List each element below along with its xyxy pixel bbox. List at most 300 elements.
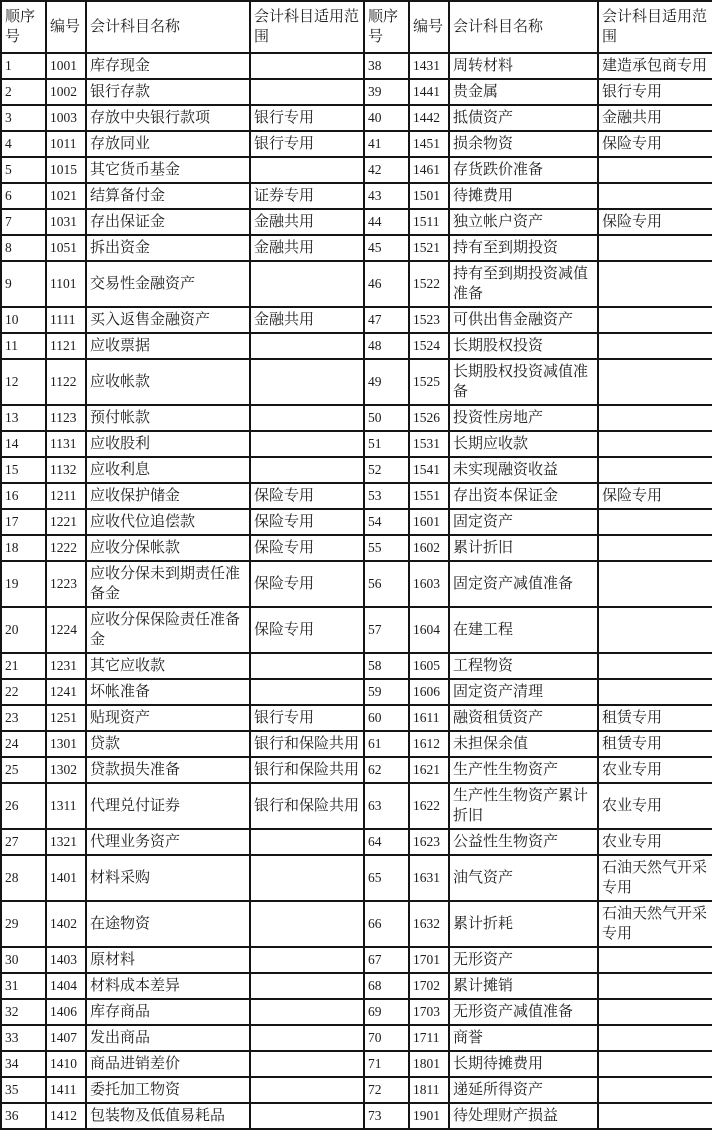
cell-code: 1551	[409, 483, 449, 509]
cell-name: 商誉	[449, 1025, 598, 1051]
cell-code: 1526	[409, 405, 449, 431]
cell-scope	[250, 457, 364, 483]
cell-seq: 45	[364, 235, 409, 261]
cell-scope	[250, 1051, 364, 1077]
table-row	[1, 855, 712, 901]
cell-scope	[250, 653, 364, 679]
cell-scope: 保险专用	[250, 509, 364, 535]
table-row	[1, 607, 712, 653]
cell-code: 1001	[46, 53, 86, 79]
table-row	[1, 157, 712, 183]
cell-scope: 银行专用	[598, 79, 712, 105]
cell-name: 独立帐户资产	[449, 209, 598, 235]
cell-name: 拆出资金	[86, 235, 250, 261]
cell-seq: 70	[364, 1025, 409, 1051]
cell-name: 贷款损失准备	[86, 757, 250, 783]
cell-code: 1603	[409, 561, 449, 607]
cell-scope: 银行专用	[250, 705, 364, 731]
cell-name: 材料成本差异	[86, 973, 250, 999]
cell-scope	[250, 405, 364, 431]
cell-name: 库存现金	[86, 53, 250, 79]
cell-scope: 租赁专用	[598, 705, 712, 731]
cell-seq: 52	[364, 457, 409, 483]
header-seq-right: 顺序号	[364, 1, 409, 53]
cell-scope	[598, 999, 712, 1025]
cell-code: 1403	[46, 947, 86, 973]
cell-scope	[598, 973, 712, 999]
table-body	[1, 53, 712, 1129]
cell-name: 在建工程	[449, 607, 598, 653]
cell-seq: 3	[1, 105, 46, 131]
cell-scope	[598, 457, 712, 483]
cell-name: 应收股利	[86, 431, 250, 457]
table-row	[1, 131, 712, 157]
cell-name: 预付帐款	[86, 405, 250, 431]
table-row	[1, 705, 712, 731]
cell-scope	[598, 561, 712, 607]
header-seq-left: 顺序号	[1, 1, 46, 53]
cell-name: 发出商品	[86, 1025, 250, 1051]
table-row	[1, 307, 712, 333]
cell-scope	[598, 607, 712, 653]
cell-name: 存货跌价准备	[449, 157, 598, 183]
cell-seq: 49	[364, 359, 409, 405]
cell-name: 银行存款	[86, 79, 250, 105]
cell-name: 结算备付金	[86, 183, 250, 209]
cell-seq: 25	[1, 757, 46, 783]
cell-seq: 71	[364, 1051, 409, 1077]
cell-scope: 银行和保险共用	[250, 783, 364, 829]
cell-name: 应收代位追偿款	[86, 509, 250, 535]
cell-scope: 石油天然气开采专用	[598, 855, 712, 901]
cell-code: 1631	[409, 855, 449, 901]
cell-scope	[250, 431, 364, 457]
cell-scope: 银行专用	[250, 131, 364, 157]
cell-name: 应收利息	[86, 457, 250, 483]
table-row	[1, 457, 712, 483]
cell-seq: 42	[364, 157, 409, 183]
cell-scope	[250, 1025, 364, 1051]
cell-scope	[598, 183, 712, 209]
cell-name: 商品进销差价	[86, 1051, 250, 1077]
cell-scope: 保险专用	[598, 209, 712, 235]
cell-code: 1621	[409, 757, 449, 783]
cell-code: 1611	[409, 705, 449, 731]
cell-code: 1442	[409, 105, 449, 131]
cell-code: 1406	[46, 999, 86, 1025]
cell-seq: 1	[1, 53, 46, 79]
cell-name: 长期应收款	[449, 431, 598, 457]
table-row	[1, 679, 712, 705]
cell-code: 1524	[409, 333, 449, 359]
cell-name: 公益性生物资产	[449, 829, 598, 855]
cell-seq: 16	[1, 483, 46, 509]
cell-name: 应收票据	[86, 333, 250, 359]
cell-name: 生产性生物资产	[449, 757, 598, 783]
cell-seq: 2	[1, 79, 46, 105]
cell-seq: 36	[1, 1103, 46, 1129]
cell-seq: 32	[1, 999, 46, 1025]
table-row	[1, 1077, 712, 1103]
table-row	[1, 535, 712, 561]
cell-code: 1223	[46, 561, 86, 607]
table-row	[1, 999, 712, 1025]
cell-code: 1412	[46, 1103, 86, 1129]
cell-scope	[250, 261, 364, 307]
cell-scope	[598, 1103, 712, 1129]
cell-code: 1525	[409, 359, 449, 405]
table-row	[1, 235, 712, 261]
cell-seq: 66	[364, 901, 409, 947]
cell-name: 累计折旧	[449, 535, 598, 561]
cell-seq: 60	[364, 705, 409, 731]
cell-seq: 65	[364, 855, 409, 901]
cell-code: 1002	[46, 79, 86, 105]
cell-name: 其它应收款	[86, 653, 250, 679]
cell-code: 1407	[46, 1025, 86, 1051]
cell-code: 1612	[409, 731, 449, 757]
cell-scope: 租赁专用	[598, 731, 712, 757]
cell-name: 代理业务资产	[86, 829, 250, 855]
cell-seq: 20	[1, 607, 46, 653]
cell-name: 长期待摊费用	[449, 1051, 598, 1077]
cell-seq: 69	[364, 999, 409, 1025]
cell-seq: 31	[1, 973, 46, 999]
cell-code: 1601	[409, 509, 449, 535]
cell-scope	[250, 901, 364, 947]
cell-seq: 46	[364, 261, 409, 307]
cell-scope	[598, 535, 712, 561]
cell-seq: 64	[364, 829, 409, 855]
cell-name: 贷款	[86, 731, 250, 757]
table-row	[1, 333, 712, 359]
table-row	[1, 561, 712, 607]
cell-code: 1602	[409, 535, 449, 561]
cell-name: 固定资产减值准备	[449, 561, 598, 607]
cell-seq: 48	[364, 333, 409, 359]
cell-scope	[598, 679, 712, 705]
cell-scope: 金融共用	[250, 307, 364, 333]
cell-name: 其它货币基金	[86, 157, 250, 183]
cell-seq: 19	[1, 561, 46, 607]
cell-code: 1441	[409, 79, 449, 105]
cell-seq: 35	[1, 1077, 46, 1103]
cell-code: 1003	[46, 105, 86, 131]
table-row	[1, 653, 712, 679]
cell-code: 1251	[46, 705, 86, 731]
cell-seq: 5	[1, 157, 46, 183]
cell-seq: 73	[364, 1103, 409, 1129]
cell-seq: 13	[1, 405, 46, 431]
cell-code: 1451	[409, 131, 449, 157]
cell-code: 1701	[409, 947, 449, 973]
cell-name: 存放中央银行款项	[86, 105, 250, 131]
cell-scope: 证券专用	[250, 183, 364, 209]
table-row	[1, 973, 712, 999]
table-row	[1, 829, 712, 855]
cell-seq: 10	[1, 307, 46, 333]
cell-name: 交易性金融资产	[86, 261, 250, 307]
cell-code: 1031	[46, 209, 86, 235]
cell-seq: 24	[1, 731, 46, 757]
cell-name: 油气资产	[449, 855, 598, 901]
cell-scope	[250, 333, 364, 359]
cell-scope: 农业专用	[598, 783, 712, 829]
cell-seq: 12	[1, 359, 46, 405]
cell-name: 融资租赁资产	[449, 705, 598, 731]
header-code-left: 编号	[46, 1, 86, 53]
cell-seq: 30	[1, 947, 46, 973]
cell-scope: 保险专用	[250, 483, 364, 509]
cell-code: 1541	[409, 457, 449, 483]
cell-seq: 27	[1, 829, 46, 855]
cell-code: 1703	[409, 999, 449, 1025]
cell-seq: 26	[1, 783, 46, 829]
cell-name: 委托加工物资	[86, 1077, 250, 1103]
cell-seq: 18	[1, 535, 46, 561]
cell-code: 1111	[46, 307, 86, 333]
table-header	[1, 1, 712, 53]
cell-name: 持有至到期投资减值准备	[449, 261, 598, 307]
cell-name: 贵金属	[449, 79, 598, 105]
cell-seq: 57	[364, 607, 409, 653]
cell-name: 生产性生物资产累计折旧	[449, 783, 598, 829]
cell-scope	[598, 1051, 712, 1077]
cell-code: 1021	[46, 183, 86, 209]
cell-scope	[598, 1025, 712, 1051]
table-row	[1, 79, 712, 105]
cell-name: 代理兑付证券	[86, 783, 250, 829]
header-scope-right: 会计科目适用范围	[598, 1, 712, 53]
table-row	[1, 53, 712, 79]
cell-seq: 8	[1, 235, 46, 261]
cell-code: 1702	[409, 973, 449, 999]
cell-name: 应收分保保险责任准备金	[86, 607, 250, 653]
cell-name: 待处理财产损益	[449, 1103, 598, 1129]
table-row	[1, 1051, 712, 1077]
cell-seq: 39	[364, 79, 409, 105]
cell-name: 材料采购	[86, 855, 250, 901]
cell-seq: 72	[364, 1077, 409, 1103]
cell-code: 1523	[409, 307, 449, 333]
cell-code: 1121	[46, 333, 86, 359]
cell-code: 1801	[409, 1051, 449, 1077]
header-name-right: 会计科目名称	[449, 1, 598, 53]
table-row	[1, 731, 712, 757]
cell-name: 应收帐款	[86, 359, 250, 405]
cell-code: 1404	[46, 973, 86, 999]
cell-name: 坏帐准备	[86, 679, 250, 705]
cell-code: 1101	[46, 261, 86, 307]
cell-seq: 6	[1, 183, 46, 209]
cell-name: 存出保证金	[86, 209, 250, 235]
cell-scope	[598, 653, 712, 679]
cell-seq: 23	[1, 705, 46, 731]
cell-scope	[250, 1077, 364, 1103]
cell-scope	[250, 973, 364, 999]
cell-code: 1401	[46, 855, 86, 901]
cell-name: 可供出售金融资产	[449, 307, 598, 333]
cell-scope	[598, 431, 712, 457]
cell-seq: 68	[364, 973, 409, 999]
cell-scope: 银行专用	[250, 105, 364, 131]
table-row	[1, 1103, 712, 1129]
cell-code: 1241	[46, 679, 86, 705]
cell-seq: 28	[1, 855, 46, 901]
cell-code: 1132	[46, 457, 86, 483]
cell-seq: 38	[364, 53, 409, 79]
cell-code: 1622	[409, 783, 449, 829]
cell-name: 应收保护储金	[86, 483, 250, 509]
cell-name: 递延所得资产	[449, 1077, 598, 1103]
cell-code: 1501	[409, 183, 449, 209]
cell-seq: 21	[1, 653, 46, 679]
cell-name: 包装物及低值易耗品	[86, 1103, 250, 1129]
cell-seq: 11	[1, 333, 46, 359]
cell-scope	[250, 79, 364, 105]
cell-scope: 保险专用	[598, 131, 712, 157]
cell-name: 应收分保未到期责任准备金	[86, 561, 250, 607]
cell-name: 待摊费用	[449, 183, 598, 209]
cell-scope: 金融共用	[250, 209, 364, 235]
cell-name: 未担保余值	[449, 731, 598, 757]
table-row	[1, 261, 712, 307]
cell-code: 1231	[46, 653, 86, 679]
table-row	[1, 359, 712, 405]
cell-seq: 62	[364, 757, 409, 783]
cell-name: 贴现资产	[86, 705, 250, 731]
table-row	[1, 105, 712, 131]
table-row	[1, 183, 712, 209]
header-scope-left: 会计科目适用范围	[250, 1, 364, 53]
cell-scope: 金融共用	[250, 235, 364, 261]
cell-name: 库存商品	[86, 999, 250, 1025]
cell-scope	[250, 679, 364, 705]
cell-seq: 4	[1, 131, 46, 157]
cell-scope	[598, 509, 712, 535]
cell-name: 累计折耗	[449, 901, 598, 947]
cell-code: 1623	[409, 829, 449, 855]
cell-name: 固定资产清理	[449, 679, 598, 705]
table-row	[1, 757, 712, 783]
cell-name: 原材料	[86, 947, 250, 973]
cell-seq: 58	[364, 653, 409, 679]
cell-name: 周转材料	[449, 53, 598, 79]
cell-code: 1122	[46, 359, 86, 405]
cell-name: 工程物资	[449, 653, 598, 679]
cell-scope	[598, 1077, 712, 1103]
cell-name: 买入返售金融资产	[86, 307, 250, 333]
cell-scope	[598, 947, 712, 973]
cell-code: 1606	[409, 679, 449, 705]
header-code-right: 编号	[409, 1, 449, 53]
cell-code: 1531	[409, 431, 449, 457]
cell-code: 1431	[409, 53, 449, 79]
table-row	[1, 431, 712, 457]
cell-name: 抵债资产	[449, 105, 598, 131]
cell-name: 损余物资	[449, 131, 598, 157]
cell-scope: 建造承包商专用	[598, 53, 712, 79]
cell-name: 无形资产减值准备	[449, 999, 598, 1025]
cell-code: 1410	[46, 1051, 86, 1077]
cell-scope: 保险专用	[250, 607, 364, 653]
cell-scope	[250, 999, 364, 1025]
cell-name: 投资性房地产	[449, 405, 598, 431]
table-row	[1, 1025, 712, 1051]
cell-scope	[598, 359, 712, 405]
cell-code: 1302	[46, 757, 86, 783]
cell-code: 1632	[409, 901, 449, 947]
cell-scope	[250, 53, 364, 79]
cell-seq: 63	[364, 783, 409, 829]
cell-code: 1711	[409, 1025, 449, 1051]
cell-code: 1222	[46, 535, 86, 561]
cell-scope: 农业专用	[598, 757, 712, 783]
cell-scope: 保险专用	[598, 483, 712, 509]
cell-seq: 53	[364, 483, 409, 509]
cell-code: 1604	[409, 607, 449, 653]
cell-seq: 56	[364, 561, 409, 607]
cell-seq: 50	[364, 405, 409, 431]
cell-seq: 55	[364, 535, 409, 561]
cell-name: 长期股权投资	[449, 333, 598, 359]
cell-seq: 14	[1, 431, 46, 457]
cell-scope	[250, 157, 364, 183]
cell-scope	[250, 1103, 364, 1129]
cell-scope: 石油天然气开采专用	[598, 901, 712, 947]
cell-scope	[250, 829, 364, 855]
cell-code: 1131	[46, 431, 86, 457]
cell-name: 长期股权投资减值准备	[449, 359, 598, 405]
cell-scope: 农业专用	[598, 829, 712, 855]
cell-scope: 银行和保险共用	[250, 757, 364, 783]
cell-seq: 47	[364, 307, 409, 333]
table-row	[1, 509, 712, 535]
cell-name: 无形资产	[449, 947, 598, 973]
cell-code: 1811	[409, 1077, 449, 1103]
cell-scope: 银行和保险共用	[250, 731, 364, 757]
cell-code: 1521	[409, 235, 449, 261]
cell-scope	[598, 307, 712, 333]
cell-code: 1224	[46, 607, 86, 653]
table-row	[1, 209, 712, 235]
cell-seq: 29	[1, 901, 46, 947]
cell-code: 1901	[409, 1103, 449, 1129]
cell-scope	[250, 947, 364, 973]
cell-code: 1511	[409, 209, 449, 235]
cell-code: 1522	[409, 261, 449, 307]
cell-code: 1311	[46, 783, 86, 829]
cell-code: 1605	[409, 653, 449, 679]
cell-seq: 15	[1, 457, 46, 483]
cell-code: 1411	[46, 1077, 86, 1103]
cell-code: 1211	[46, 483, 86, 509]
cell-scope	[598, 261, 712, 307]
cell-code: 1301	[46, 731, 86, 757]
cell-seq: 61	[364, 731, 409, 757]
cell-code: 1461	[409, 157, 449, 183]
cell-seq: 34	[1, 1051, 46, 1077]
cell-seq: 33	[1, 1025, 46, 1051]
cell-seq: 17	[1, 509, 46, 535]
cell-seq: 7	[1, 209, 46, 235]
cell-name: 应收分保帐款	[86, 535, 250, 561]
cell-scope	[598, 333, 712, 359]
cell-code: 1051	[46, 235, 86, 261]
table-row	[1, 483, 712, 509]
cell-code: 1123	[46, 405, 86, 431]
cell-code: 1015	[46, 157, 86, 183]
